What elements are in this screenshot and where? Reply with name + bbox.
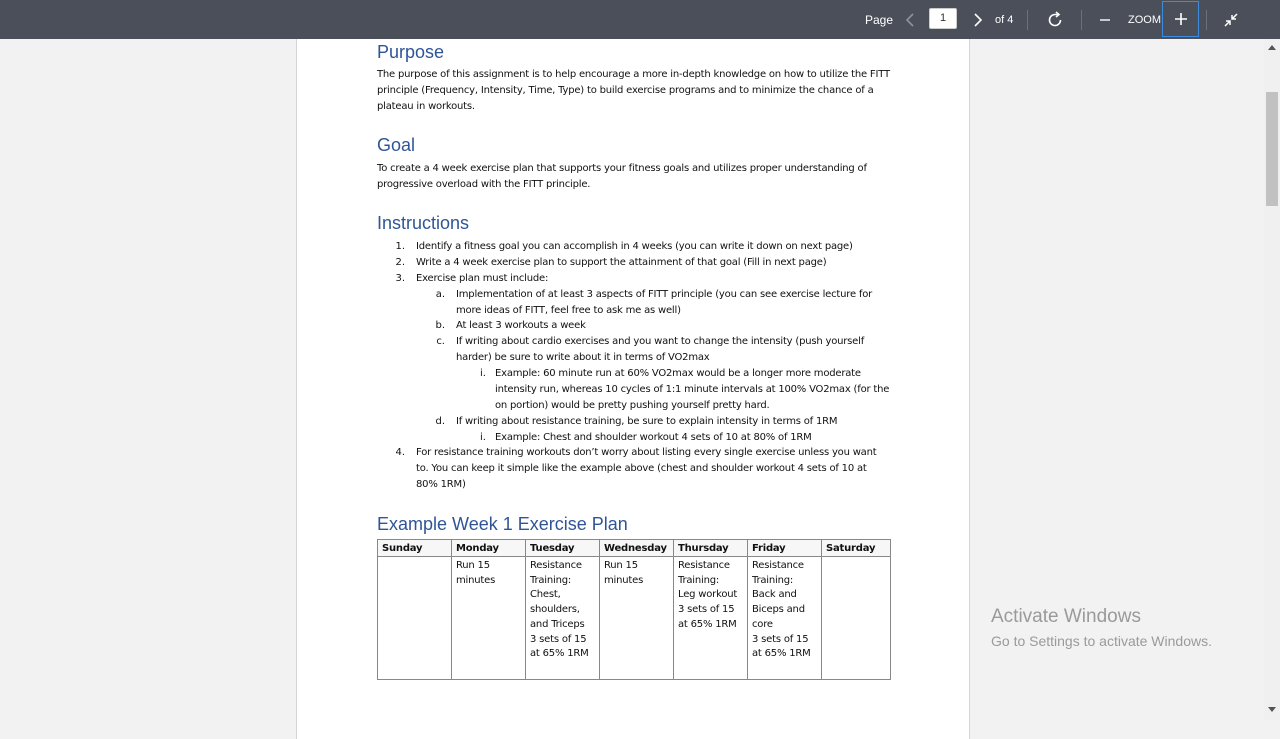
exit-fullscreen-button[interactable] <box>1222 0 1240 39</box>
page-number-input[interactable] <box>929 8 957 29</box>
plus-icon <box>1174 12 1188 26</box>
table-header: Monday <box>452 540 526 557</box>
list-marker: i. <box>480 368 486 379</box>
table-cell-tuesday <box>526 557 600 680</box>
cell-line: shoulders, <box>530 604 580 616</box>
goal-text: To create a 4 week exercise plan that supports your fitness goals and utilizes proper understanding of progressive overload with the FITT principle. <box>377 163 867 190</box>
list-marker: 1. <box>395 241 405 252</box>
list-item: Example: Chest and shoulder workout 4 sets of 10 at 80% of 1RM <box>495 432 812 443</box>
table-cell-wednesday <box>600 557 674 680</box>
cell-line: 3 sets of 15 <box>752 633 809 645</box>
pdf-toolbar <box>0 0 1280 39</box>
table-header: Friday <box>748 540 822 557</box>
cell-line: Resistance <box>530 560 582 571</box>
cell-line: Run 15 <box>604 560 638 571</box>
table-cell-sunday <box>378 557 452 680</box>
chevron-right-icon <box>973 13 983 27</box>
zoom-in-button[interactable] <box>1162 1 1199 37</box>
cell-line: core <box>752 618 773 630</box>
watermark-subtitle: Go to Settings to activate Windows. <box>991 633 1212 649</box>
table-header: Sunday <box>378 540 452 557</box>
zoom-label: ZOOM <box>1128 13 1161 26</box>
list-item: Identify a fitness goal you can accomplish in 4 weeks (you can write it down on next page) <box>416 241 853 252</box>
cell-line: 3 sets of 15 <box>678 604 735 616</box>
cell-line: minutes <box>456 574 496 586</box>
scrollbar-thumb[interactable] <box>1266 92 1278 206</box>
cell-line: at 65% 1RM <box>530 648 589 660</box>
list-marker: b. <box>435 320 445 331</box>
collapse-icon <box>1223 12 1239 28</box>
activate-windows-watermark <box>991 605 1212 651</box>
purpose-text: The purpose of this assignment is to help encourage a more in-depth knowledge on how to utilize the FITT principle (Frequency, Intensity, Time, Type) to build exercise programs and to minimize the chance of a plateau in workouts. <box>377 69 890 112</box>
instructions-heading: Instructions <box>377 213 470 233</box>
list-marker: 4. <box>395 447 405 458</box>
cell-line: at 65% 1RM <box>752 648 811 660</box>
cell-line: Biceps and <box>752 604 805 616</box>
scroll-up-arrow-icon[interactable] <box>1268 44 1276 50</box>
table-row <box>378 557 891 680</box>
cell-line: Leg workout <box>678 589 738 601</box>
cell-line: Chest, <box>530 589 561 601</box>
list-marker: 3. <box>395 273 405 284</box>
table-cell-thursday <box>674 557 748 680</box>
cell-line: and Triceps <box>530 618 585 630</box>
list-marker: i. <box>480 432 486 443</box>
toolbar-divider <box>1027 10 1028 30</box>
scroll-down-arrow-icon[interactable] <box>1268 707 1276 713</box>
cell-line: 3 sets of 15 <box>530 633 587 645</box>
cell-line: Training: <box>752 574 794 586</box>
page-label: Page <box>865 12 894 27</box>
table-header: Wednesday <box>600 540 674 557</box>
page-count: of 4 <box>995 13 1014 26</box>
rotate-button[interactable] <box>1045 0 1065 39</box>
table-header-row <box>378 540 891 557</box>
minus-icon <box>1098 13 1112 27</box>
document-page <box>296 39 970 739</box>
chevron-left-icon <box>905 13 915 27</box>
cell-line: Training: <box>678 574 720 586</box>
cell-line: at 65% 1RM <box>678 618 737 630</box>
table-cell-friday <box>748 557 822 680</box>
list-marker: a. <box>435 289 445 300</box>
example-plan-table <box>377 539 891 680</box>
zoom-out-button[interactable] <box>1097 0 1113 39</box>
rotate-icon <box>1046 11 1064 29</box>
previous-page-button[interactable] <box>902 0 918 39</box>
toolbar-divider <box>1206 10 1207 30</box>
cell-line: Run 15 <box>456 560 490 571</box>
example-plan-heading: Example Week 1 Exercise Plan <box>377 514 628 534</box>
list-item: Write a 4 week exercise plan to support the attainment of that goal (Fill in next page) <box>416 257 827 268</box>
list-marker: c. <box>436 336 445 347</box>
list-marker: d. <box>435 416 445 427</box>
table-header: Saturday <box>822 540 891 557</box>
list-marker: 2. <box>395 257 405 268</box>
cell-line: minutes <box>604 574 644 586</box>
list-item: For resistance training workouts don’t worry about listing every single exercise unless you want to. You can keep it simple like the example above (chest and shoulder workout 4 sets of 10 at 80% 1RM) <box>416 447 877 490</box>
list-item: Exercise plan must include: <box>416 273 549 284</box>
table-cell-saturday <box>822 557 891 680</box>
cell-line: Training: <box>530 574 572 586</box>
table-cell-monday <box>452 557 526 680</box>
list-item: Example: 60 minute run at 60% VO2max would be a longer more moderate intensity run, whereas 10 cycles of 1:1 minute intervals at 100% VO2max (for the on portion) would be pretty pushing yourself pretty hard. <box>495 368 890 411</box>
list-item: Implementation of at least 3 aspects of FITT principle (you can see exercise lecture for more ideas of FITT, feel free to ask me as well) <box>456 289 873 316</box>
toolbar-divider <box>1081 10 1082 30</box>
list-item: At least 3 workouts a week <box>456 320 586 331</box>
purpose-heading: Purpose <box>377 42 445 62</box>
list-item: If writing about cardio exercises and you want to change the intensity (push yourself harder) be sure to write about it in terms of VO2max <box>456 336 865 363</box>
table-header: Tuesday <box>526 540 600 557</box>
goal-heading: Goal <box>377 135 416 155</box>
cell-line: Back and <box>752 589 797 601</box>
list-item: If writing about resistance training, be sure to explain intensity in terms of 1RM <box>456 416 838 427</box>
watermark-title: Activate Windows <box>991 606 1141 627</box>
cell-line: Resistance <box>678 560 730 571</box>
next-page-button[interactable] <box>970 0 986 39</box>
cell-line: Resistance <box>752 560 804 571</box>
vertical-scrollbar[interactable] <box>1264 39 1280 720</box>
table-header: Thursday <box>674 540 748 557</box>
